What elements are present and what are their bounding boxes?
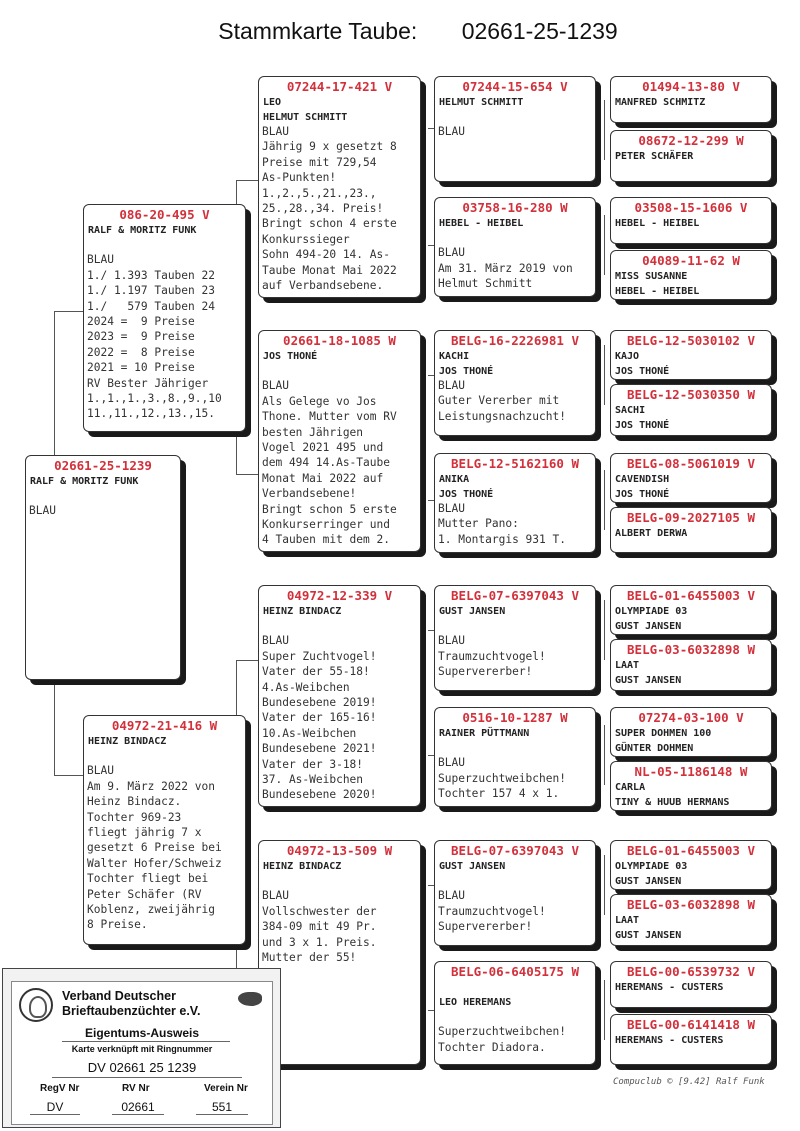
note-line: Traumzuchtvogel! [438, 904, 546, 918]
breeder-name: RAINER PÜTTMANN [439, 728, 530, 739]
connector [54, 680, 55, 775]
note-line: Walter Hofer/Schweiz [87, 856, 222, 870]
pigeon-card-g6[interactable] [610, 384, 772, 436]
pigeon-card-g1[interactable] [610, 76, 772, 123]
title-label: Stammkarte Taube: [218, 18, 418, 44]
ring-number: BELG-03-6032898 W [627, 897, 755, 912]
pigeon-icon [238, 992, 262, 1006]
ring-number: BELG-16-2226981 V [451, 333, 579, 348]
note-line: fliegt jährig 7 x [87, 826, 202, 840]
note-line: 1. Montargis 931 T. [438, 532, 566, 546]
regv-label: RegV Nr [40, 1083, 80, 1094]
note-line: Tochter Diadora. [438, 1040, 546, 1054]
ring-number: 07244-17-421 V [286, 79, 393, 94]
note-line: Peter Schäfer (RV [87, 887, 202, 901]
connector [604, 855, 605, 915]
pigeon-card-main[interactable] [25, 455, 181, 680]
pigeon-card-mm[interactable] [258, 840, 421, 1065]
pigeon-name: LAAT [615, 660, 640, 671]
note-line [259, 363, 420, 378]
breeder-name: MANFRED SCHMITZ [615, 97, 706, 108]
page-title [0, 18, 800, 45]
pigeon-card-g7[interactable] [610, 453, 772, 503]
breeder-name: HEINZ BINDACZ [263, 861, 342, 872]
pigeon-card-fmm[interactable] [434, 453, 596, 553]
note-line [26, 488, 180, 503]
breeder-name: JOS THONÉ [263, 351, 318, 362]
note-line: BLAU [438, 125, 465, 139]
pigeon-card-fff[interactable] [434, 76, 596, 182]
pigeon-name: SUPER DOHMEN 100 [615, 728, 712, 739]
ring-number: 086-20-495 V [119, 207, 210, 222]
rv-value: 02661 [112, 1100, 164, 1115]
pigeon-card-g5[interactable] [610, 330, 772, 380]
ring-number: 01494-13-80 V [642, 79, 740, 94]
association-name-line1: Verband Deutscher [62, 989, 176, 1003]
divider [62, 1041, 230, 1042]
note-line: BLAU [438, 889, 465, 903]
pigeon-card-g14[interactable] [610, 894, 772, 946]
note-line: Am 9. März 2022 von [87, 779, 215, 793]
connector [236, 660, 258, 661]
note-line: Vollschwester der [262, 904, 377, 918]
breeder-name: GUST JANSEN [615, 621, 682, 632]
note-line: 1./ 1.197 Tauben 23 [87, 284, 215, 298]
pigeon-card-ff[interactable] [258, 76, 421, 298]
breeder-name: GUST JANSEN [615, 876, 682, 887]
note-line: 4.As-Weibchen [262, 680, 350, 694]
note-line [435, 618, 595, 633]
pigeon-card-g9[interactable] [610, 585, 772, 635]
note-line: 1.,2.,5.,21.,23., [262, 186, 377, 200]
pigeon-name: CARLA [615, 782, 646, 793]
ring-number: 04972-12-339 V [286, 588, 393, 603]
note-line: Superzuchtweibchen! [438, 771, 566, 785]
breeder-name: JOS THONÉ [439, 366, 494, 377]
connector [236, 660, 237, 715]
ring-number: BELG-01-6455003 V [627, 843, 755, 858]
connector [604, 725, 605, 785]
note-line [84, 748, 245, 763]
note-line: Tochter 157 4 x 1. [438, 787, 560, 801]
connector [604, 980, 605, 1040]
note-line: Tochter fliegt bei [87, 872, 209, 886]
ring-number: BELG-12-5030102 V [627, 333, 755, 348]
ownership-card [2, 968, 281, 1128]
pigeon-name: OLYMPIADE 03 [615, 861, 688, 872]
pigeon-name: OLYMPIADE 03 [615, 606, 688, 617]
note-line: 25.,28.,34. Preis! [262, 202, 384, 216]
pigeon-card-fmf[interactable] [434, 330, 596, 436]
ring-number: 07274-03-100 V [638, 710, 744, 725]
connector [604, 215, 605, 275]
note-line: dem 494 14.As-Taube [262, 456, 390, 470]
pigeon-card-mmf[interactable] [434, 840, 596, 946]
pigeon-name: SACHI [615, 405, 646, 416]
pigeon-name: KAJO [615, 351, 640, 362]
breeder-name: GUST JANSEN [439, 861, 506, 872]
breeder-name: JOS THONÉ [615, 489, 670, 500]
note-line [84, 237, 245, 252]
pigeon-card-ffm[interactable] [434, 197, 596, 297]
note-line: Konkurserringer und [262, 518, 390, 532]
note-line: Superzuchtweibchen! [438, 1025, 566, 1039]
pigeon-card-g4[interactable] [610, 250, 772, 300]
note-line: Heinz Bindacz. [87, 795, 182, 809]
pigeon-name: CAVENDISH [615, 474, 670, 485]
breeder-name: PETER SCHÄFER [615, 151, 694, 162]
note-line: BLAU [438, 634, 465, 648]
breeder-name: GÜNTER DOHMEN [615, 743, 694, 754]
note-line: Helmut Schmitt [438, 277, 533, 291]
note-line: auf Verbandsebene. [262, 279, 384, 293]
breeder-name: HEINZ BINDACZ [263, 606, 342, 617]
association-logo-icon [19, 988, 53, 1022]
pigeon-name [435, 981, 595, 994]
connector [604, 600, 605, 660]
note-line: Traumzuchtvogel! [438, 649, 546, 663]
ring-number: 04972-21-416 W [111, 718, 218, 733]
ring-number: BELG-12-5030350 W [627, 387, 755, 402]
note-line: besten Jährigen [262, 425, 364, 439]
pigeon-name: KACHI [439, 351, 470, 362]
note-line: BLAU [29, 504, 56, 518]
note-line: Thone. Mutter vom RV [262, 410, 397, 424]
note-line: 2024 = 9 Preise [87, 315, 195, 329]
note-line: Mutter Pano: [438, 517, 519, 531]
association-name [62, 989, 200, 1019]
ring-number: 03758-16-280 W [462, 200, 568, 215]
note-line: Vater der 55-18! [262, 665, 370, 679]
note-line: und 3 x 1. Preis. [262, 935, 377, 949]
connector [54, 775, 84, 776]
breeder-name: HEBEL - HEIBEL [439, 218, 524, 229]
note-line: BLAU [262, 125, 289, 138]
note-line: Als Gelege vo Jos [262, 394, 377, 408]
title-ring-number: 02661-25-1239 [461, 18, 618, 44]
note-line: Mutter der 55! [262, 951, 357, 965]
breeder-name: TINY & HUUB HERMANS [615, 797, 730, 808]
pigeon-name: LAAT [615, 915, 640, 926]
note-line: 384-09 mit 49 Pr. [262, 920, 377, 934]
note-line: 2023 = 9 Preise [87, 330, 195, 344]
breeder-name: HELMUT SCHMITT [263, 112, 348, 123]
note-line: As-Punkten! [262, 171, 337, 185]
note-line: Bundesebene 2019! [262, 696, 377, 710]
connector [604, 345, 605, 405]
note-line: BLAU [262, 379, 289, 393]
breeder-name: HEREMANS - CUSTERS [615, 982, 724, 993]
ring-number: 08672-12-299 W [638, 133, 744, 148]
ring-number: BELG-00-6141418 W [627, 1017, 755, 1032]
ring-number: BELG-08-5061019 V [627, 456, 755, 471]
card-subheading: Karte verknüpft mit Ringnummer [71, 1044, 213, 1054]
note-line [435, 873, 595, 888]
ring-number: 02661-25-1239 [54, 458, 152, 473]
pigeon-name: MISS SUSANNE [615, 271, 688, 282]
pigeon-card-mother[interactable] [83, 715, 246, 945]
note-line: Supervererber! [438, 920, 533, 934]
pigeon-card-g12[interactable] [610, 761, 772, 811]
breeder-name: HEINZ BINDACZ [88, 736, 167, 747]
note-line: 11.,11.,12.,13.,15. [87, 407, 215, 421]
note-line: 2022 = 8 Preise [87, 345, 195, 359]
note-line: Supervererber! [438, 665, 533, 679]
note-line: BLAU [87, 764, 114, 778]
breeder-name: GUST JANSEN [439, 606, 506, 617]
pigeon-card-mff[interactable] [434, 585, 596, 691]
ring-number: 03508-15-1606 V [634, 200, 748, 215]
note-line: RV Bester Jähriger [87, 376, 209, 390]
note-line: Vogel 2021 495 und [262, 441, 384, 455]
note-line: 10.As-Weibchen [262, 726, 357, 740]
card-heading: Eigentums-Ausweis [84, 1026, 200, 1040]
verein-value: 551 [196, 1100, 248, 1115]
breeder-name: RALF & MORITZ FUNK [88, 225, 197, 236]
connector [604, 100, 605, 160]
pigeon-card-fm[interactable] [258, 330, 421, 552]
note-line [435, 740, 595, 755]
regv-value: DV [30, 1100, 80, 1115]
note-line: Sohn 494-20 14. As- [262, 248, 390, 262]
note-line: 2021 = 10 Preise [87, 361, 195, 375]
breeder-name: JOS THONÉ [439, 489, 494, 500]
note-line: Preise mit 729,54 [262, 155, 377, 169]
ring-number: BELG-09-2027105 W [627, 510, 755, 525]
note-line [435, 1009, 595, 1024]
ownership-card-inner [11, 981, 273, 1125]
pigeon-card-mfm[interactable] [434, 707, 596, 807]
pigeon-card-g11[interactable] [610, 707, 772, 757]
ring-number: 04972-13-509 W [286, 843, 393, 858]
note-line: BLAU [438, 502, 465, 515]
ring-number: BELG-03-6032898 W [627, 642, 755, 657]
ring-number: BELG-01-6455003 V [627, 588, 755, 603]
note-line: gesetzt 6 Preise bei [87, 841, 222, 855]
note-line: 1.,1.,1.,3.,8.,9.,10 [87, 392, 222, 406]
note-line: BLAU [438, 379, 465, 392]
note-line: Super Zuchtvogel! [262, 649, 377, 663]
breeder-name: GUST JANSEN [615, 675, 682, 686]
note-line: Am 31. März 2019 von [438, 261, 573, 275]
divider [52, 1077, 242, 1078]
ring-number: 07244-15-654 V [462, 79, 568, 94]
note-line: Monat Mai 2022 auf [262, 471, 384, 485]
note-line: Bundesebene 2020! [262, 788, 377, 802]
note-line: 8 Preise. [87, 918, 148, 932]
breeder-name: HEREMANS - CUSTERS [615, 1035, 724, 1046]
ring-number: NL-05-1186148 W [634, 764, 748, 779]
connector [54, 311, 84, 312]
breeder-name: GUST JANSEN [615, 930, 682, 941]
connector [236, 180, 258, 181]
pigeon-card-father[interactable] [83, 204, 246, 432]
note-line: 1./ 1.393 Tauben 22 [87, 268, 215, 282]
note-line: Bundesebene 2021! [262, 742, 377, 756]
breeder-name: JOS THONÉ [615, 420, 670, 431]
note-line: 1./ 579 Tauben 24 [87, 299, 215, 313]
note-line: Konkurssieger [262, 232, 350, 246]
breeder-name: HELMUT SCHMITT [439, 97, 524, 108]
note-line [259, 873, 420, 888]
note-line: Jährig 9 x gesetzt 8 [262, 140, 397, 154]
note-line: Vater der 165-16! [262, 711, 377, 725]
pigeon-name: ANIKA [439, 474, 470, 485]
pigeon-card-g2[interactable] [610, 130, 772, 182]
breeder-name: RALF & MORITZ FUNK [30, 476, 139, 487]
ring-number: 04089-11-62 W [642, 253, 740, 268]
pigeon-card-g13[interactable] [610, 840, 772, 890]
pigeon-card-mf[interactable] [258, 585, 421, 807]
note-line: Bringt schon 4 erste [262, 217, 397, 231]
pigeon-name: LEO [263, 97, 282, 108]
connector [604, 470, 605, 530]
connector [54, 311, 55, 456]
note-line: BLAU [438, 246, 465, 260]
rv-label: RV Nr [122, 1083, 150, 1094]
note-line: 37. As-Weibchen [262, 773, 364, 787]
connector [236, 474, 258, 475]
ring-number: BELG-12-5162160 W [451, 456, 579, 471]
pigeon-card-g10[interactable] [610, 639, 772, 691]
note-line: Vater der 3-18! [262, 757, 364, 771]
ring-number: 02661-18-1085 W [283, 333, 396, 348]
breeder-name: HEBEL - HEIBEL [615, 218, 700, 229]
note-line: BLAU [262, 889, 289, 903]
note-line: Tochter 969-23 [87, 810, 182, 824]
note-line: Bringt schon 5 erste [262, 502, 397, 516]
pigeon-card-g15[interactable] [610, 961, 772, 1008]
breeder-name: ALBERT DERWA [615, 528, 688, 539]
note-line: BLAU [438, 756, 465, 770]
ring-number: 0516-10-1287 W [462, 710, 568, 725]
breeder-name: HEBEL - HEIBEL [615, 286, 700, 297]
pigeon-card-g16[interactable] [610, 1014, 772, 1065]
footer-credit: Compuclub © [9.42] Ralf Funk [613, 1077, 765, 1087]
note-line [259, 618, 420, 633]
breeder-name: LEO HEREMANS [439, 997, 512, 1008]
note-line: Verbandsebene! [262, 487, 357, 501]
card-ring-number: DV 02661 25 1239 [87, 1060, 197, 1075]
note-line: Leistungsnachzucht! [438, 409, 566, 423]
note-line: Taube Monat Mai 2022 [262, 263, 397, 277]
note-line: Koblenz, zweijährig [87, 903, 215, 917]
association-name-line2: Brieftaubenzüchter e.V. [62, 1004, 201, 1018]
note-line: 4 Tauben mit dem 2. [262, 533, 390, 547]
note-line: BLAU [87, 253, 114, 267]
ring-number: BELG-06-6405175 W [451, 964, 579, 979]
ring-number: BELG-00-6539732 V [627, 964, 755, 979]
breeder-name: JOS THONÉ [615, 366, 670, 377]
pigeon-card-mmm[interactable] [434, 961, 596, 1065]
note-line: BLAU [262, 634, 289, 648]
ring-number: BELG-07-6397043 V [451, 843, 579, 858]
connector [236, 432, 237, 474]
verein-label: Verein Nr [204, 1083, 248, 1094]
note-line: Guter Vererber mit [438, 394, 560, 408]
ring-number: BELG-07-6397043 V [451, 588, 579, 603]
pigeon-card-g3[interactable] [610, 197, 772, 244]
note-line [435, 109, 595, 124]
note-line [435, 230, 595, 245]
pigeon-card-g8[interactable] [610, 507, 772, 553]
